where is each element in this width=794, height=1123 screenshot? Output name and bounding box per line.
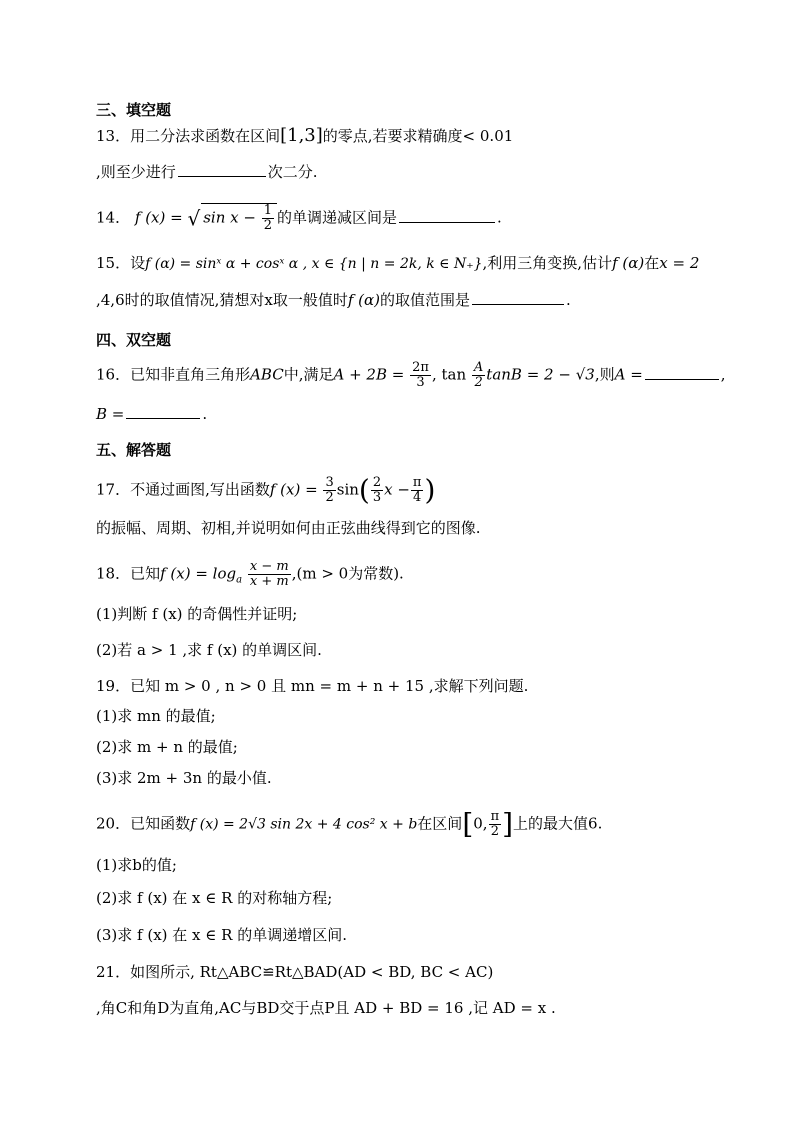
question-16-line-1 xyxy=(96,361,726,390)
q18-lhs: f (x) = log xyxy=(160,564,237,583)
q15-text-a: 15．设 xyxy=(96,254,146,272)
question-19-line-1: 19．已知 m > 0 , n > 0 且 mn = m + n + 15 ,求解下列问题. xyxy=(96,677,529,695)
q13-text-a: 13．用二分法求函数在区间 xyxy=(96,127,281,145)
q15-text-d: ,4,6时的取值情况,猜想对x取一般值时 xyxy=(96,291,348,309)
q15-f-alpha-2: f (α) xyxy=(347,291,381,309)
question-20-part-3: (3)求 f (x) 在 x ∈ R 的单调递增区间. xyxy=(96,926,347,944)
q18-fraction xyxy=(248,560,291,589)
q16-eq1: A + 2B = xyxy=(333,365,405,384)
question-20-part-2: (2)求 f (x) 在 x ∈ R 的对称轴方程; xyxy=(96,889,333,907)
q17-sin: sin xyxy=(336,480,359,499)
q14-fraction xyxy=(262,204,274,233)
question-19-part-2: (2)求 m + n 的最值; xyxy=(96,738,238,756)
q13-text-c: ,则至少进行 xyxy=(96,163,176,181)
q16-triangle: ABC xyxy=(250,365,284,384)
q14-lhs: f (x) = xyxy=(134,208,183,227)
q17-f3-num: π xyxy=(412,475,422,490)
q16-f1-den: 3 xyxy=(416,375,425,390)
sqrt-symbol-icon: √ xyxy=(187,206,201,231)
question-17-line-1 xyxy=(96,473,436,507)
q20-fraction xyxy=(489,810,502,839)
q13-text-d: 次二分. xyxy=(267,163,318,181)
q13-interval: [1,3] xyxy=(280,125,323,146)
q15-f-alpha: f (α) xyxy=(612,254,645,272)
q14-answer-blank[interactable] xyxy=(399,208,495,223)
q16-tan: , tan xyxy=(431,365,467,384)
q14-frac-num: 1 xyxy=(263,203,273,218)
q15-text-c: 在 xyxy=(644,254,660,272)
right-paren-icon: ) xyxy=(424,473,436,507)
question-20-line-1 xyxy=(96,807,603,841)
q17-f2-den: 3 xyxy=(372,490,382,505)
q20-text-c: 上的最大值6. xyxy=(513,814,603,833)
q16-text-a: 16．已知非直角三角形 xyxy=(96,365,251,384)
q18-f-den: x + m xyxy=(249,574,289,589)
right-bracket-icon: ] xyxy=(502,807,514,841)
question-15-line-1 xyxy=(96,253,699,274)
question-14 xyxy=(96,203,502,233)
q17-text-a: 17．不通过画图,写出函数 xyxy=(96,480,270,499)
q17-fraction-1 xyxy=(323,476,335,505)
question-20-part-1: (1)求b的值; xyxy=(96,856,177,874)
q18-text-b: ,(m > 0为常数). xyxy=(291,564,404,583)
question-21-line-1: 21．如图所示, Rt△ABC≌Rt△BAD(AD < BD, BC < AC) xyxy=(96,963,494,981)
q18-text-a: 18．已知 xyxy=(96,564,161,583)
q16-a-answer-blank[interactable] xyxy=(645,365,719,380)
section-solution-heading: 五、解答题 xyxy=(96,441,172,459)
left-paren-icon: ( xyxy=(358,473,370,507)
q18-log-base: a xyxy=(236,574,243,586)
q15-text-b: ,利用三角变换,估计 xyxy=(482,254,613,272)
q20-interval-start: 0, xyxy=(473,814,488,833)
q16-comma: , xyxy=(720,365,726,384)
q16-end: . xyxy=(202,405,208,423)
left-bracket-icon: [ xyxy=(462,807,474,841)
q13-text-b: 的零点,若要求精确度 xyxy=(322,127,463,145)
q14-radicand: sin x − xyxy=(203,208,256,227)
question-13-line-2 xyxy=(96,162,318,182)
q14-number: 14． xyxy=(96,208,131,227)
q17-f2-num: 2 xyxy=(372,475,382,490)
q17-lhs: f (x) = xyxy=(269,480,318,499)
q20-f-den: 2 xyxy=(490,824,499,839)
question-18-line-1 xyxy=(96,560,404,591)
question-13-line-1 xyxy=(96,126,513,146)
q13-answer-blank[interactable] xyxy=(178,162,266,177)
q17-f1-den: 2 xyxy=(325,490,334,505)
question-15-line-2 xyxy=(96,290,571,310)
q16-text-c: ,则 xyxy=(594,365,615,384)
question-21-line-2: ,角C和角D为直角,AC与BD交于点P且 AD + BD = 16 ,记 AD = x . xyxy=(96,999,556,1017)
q16-f1-num: 2π xyxy=(412,360,429,375)
question-19-part-1: (1)求 mn 的最值; xyxy=(96,707,216,725)
q15-expression: f (α) = sinˣ α + cosˣ α , x ∈ {n | n = 2k, k ∈ N₊} xyxy=(145,256,483,272)
q16-text-b: 中,满足 xyxy=(283,365,334,384)
q17-f3-den: 4 xyxy=(413,490,422,505)
q16-b-answer-blank[interactable] xyxy=(126,404,200,419)
q16-f2-num: A xyxy=(473,360,484,375)
q15-answer-blank[interactable] xyxy=(472,290,564,305)
q13-precision: < 0.01 xyxy=(462,127,514,145)
question-18-part-1: (1)判断 f (x) 的奇偶性并证明; xyxy=(96,605,298,623)
q16-a-eq: A = xyxy=(614,365,643,384)
q15-end: . xyxy=(566,291,571,309)
q18-f-num: x − m xyxy=(249,559,289,574)
question-18-part-2: (2)若 a > 1 ,求 f (x) 的单调区间. xyxy=(96,641,322,659)
q17-f1-num: 3 xyxy=(325,475,334,490)
q16-f2-den: 2 xyxy=(474,375,483,390)
q15-text-e: 的取值范围是 xyxy=(380,291,471,309)
q17-fraction-2 xyxy=(371,476,383,505)
q16-b-eq: B = xyxy=(96,405,125,423)
q16-eq2: tanB = 2 − √3 xyxy=(486,365,595,384)
q20-text-b: 在区间 xyxy=(417,814,463,833)
q14-frac-den: 2 xyxy=(263,218,273,233)
q16-fraction-2 xyxy=(472,361,485,390)
q14-text: 的单调递减区间是 xyxy=(277,208,398,227)
section-double-blank-heading: 四、双空题 xyxy=(96,331,172,349)
question-19-part-3: (3)求 2m + 3n 的最小值. xyxy=(96,769,272,787)
q20-text-a: 20．已知函数 xyxy=(96,814,191,833)
q14-end: . xyxy=(497,208,502,227)
question-17-line-2: 的振幅、周期、初相,并说明如何由正弦曲线得到它的图像. xyxy=(96,519,481,537)
q15-x-eq: x = 2 xyxy=(659,254,700,272)
q17-fraction-3 xyxy=(411,476,424,505)
section-fill-blank-heading: 三、填空题 xyxy=(96,101,172,119)
q17-mid: x − xyxy=(384,480,410,499)
q20-f-num: π xyxy=(490,809,500,824)
q16-fraction-1 xyxy=(410,361,431,390)
question-16-line-2 xyxy=(96,404,207,424)
q20-expression: f (x) = 2√3 sin 2x + 4 cos² x + b xyxy=(190,816,418,833)
